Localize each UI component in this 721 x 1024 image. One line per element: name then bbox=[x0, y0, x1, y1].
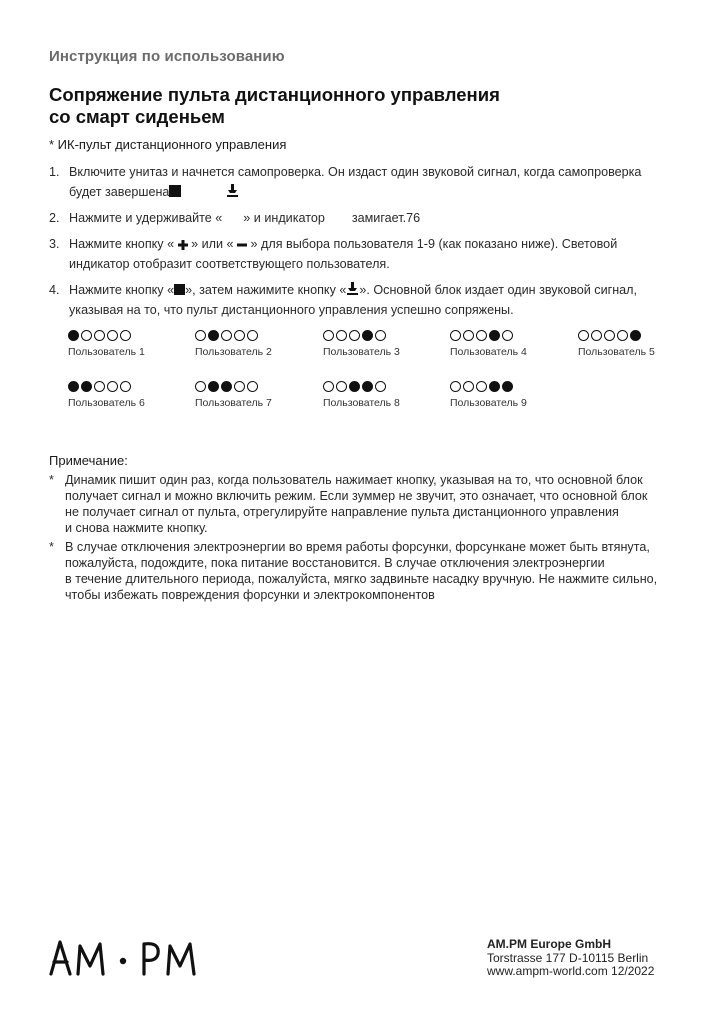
document-section-label: Инструкция по использованию bbox=[49, 48, 285, 65]
indicator-dot-lit bbox=[208, 330, 219, 341]
step-2-part-b: » и индикатор bbox=[243, 211, 325, 225]
indicator-dot-off bbox=[107, 330, 118, 341]
step-1-line-1: Включите унитаз и начнется самопроверка. Он издаст один звуковой сигнал, когда самопроверка bbox=[69, 165, 642, 179]
indicator-dot-off bbox=[617, 330, 628, 341]
indicator-dot-lit bbox=[221, 381, 232, 392]
indicator-dot-off bbox=[323, 330, 334, 341]
step-4 bbox=[49, 280, 669, 320]
indicator-dot-off bbox=[120, 330, 131, 341]
user-indicator-6 bbox=[68, 381, 178, 409]
user-indicator-5 bbox=[578, 330, 688, 358]
step-number: 2. bbox=[49, 211, 60, 225]
stop-square-icon bbox=[169, 185, 181, 197]
indicator-dots bbox=[323, 330, 433, 343]
user-indicator-2 bbox=[195, 330, 305, 358]
indicator-dot-lit bbox=[68, 330, 79, 341]
indicator-dot-off bbox=[476, 381, 487, 392]
note-line: Динамик пишит один раз, когда пользователь нажимает кнопку, указывая на то, что основной блок bbox=[65, 473, 643, 487]
indicator-dot-lit bbox=[362, 381, 373, 392]
remote-type-subtitle: * ИК-пульт дистанционного управления bbox=[49, 137, 287, 152]
indicator-dot-off bbox=[94, 381, 105, 392]
user-indicator-1 bbox=[68, 330, 178, 358]
step-number: 3. bbox=[49, 237, 60, 251]
indicator-dot-off bbox=[450, 330, 461, 341]
user-indicator-3 bbox=[323, 330, 433, 358]
user-label: Пользователь 8 bbox=[323, 397, 400, 409]
note-2 bbox=[49, 539, 674, 603]
step-1 bbox=[49, 162, 669, 202]
step-number: 1. bbox=[49, 165, 60, 179]
indicator-dot-lit bbox=[208, 381, 219, 392]
step-3-line-2: индикатор отобразит соответствующего пользователя. bbox=[69, 257, 390, 271]
step-3-part-c: » для выбора пользователя 1-9 (как показано ниже). Световой bbox=[250, 237, 618, 251]
indicator-dot-off bbox=[247, 381, 258, 392]
indicator-dot-off bbox=[375, 330, 386, 341]
company-address: Torstrasse 177 D-10115 Berlin bbox=[487, 950, 649, 965]
notes-heading: Примечание: bbox=[49, 453, 128, 468]
user-label: Пользователь 6 bbox=[68, 397, 145, 409]
company-name: AM.PM Europe GmbH bbox=[487, 937, 612, 951]
indicator-dot-lit bbox=[362, 330, 373, 341]
indicator-dot-lit bbox=[81, 381, 92, 392]
note-bullet: * bbox=[49, 540, 54, 554]
indicator-dot-off bbox=[463, 381, 474, 392]
indicator-dot-lit bbox=[349, 381, 360, 392]
indicator-dot-off bbox=[195, 381, 206, 392]
step-2-part-a: Нажмите и удерживайте « bbox=[69, 211, 223, 225]
indicator-dot-off bbox=[221, 330, 232, 341]
step-3-part-a: Нажмите кнопку « bbox=[69, 237, 175, 251]
user-indicator-4 bbox=[450, 330, 560, 358]
user-label: Пользователь 7 bbox=[195, 397, 272, 409]
indicator-dot-off bbox=[336, 330, 347, 341]
indicator-dots bbox=[195, 381, 305, 394]
user-indicator-grid bbox=[68, 330, 688, 420]
indicator-dot-off bbox=[247, 330, 258, 341]
plus-icon bbox=[178, 240, 188, 250]
indicator-dot-off bbox=[107, 381, 118, 392]
page-title bbox=[49, 84, 669, 128]
user-label: Пользователь 4 bbox=[450, 346, 527, 358]
indicator-dot-off bbox=[120, 381, 131, 392]
user-label: Пользователь 9 bbox=[450, 397, 527, 409]
step-2-part-c: замигает.76 bbox=[351, 211, 421, 225]
indicator-dot-lit bbox=[502, 381, 513, 392]
user-label: Пользователь 5 bbox=[578, 346, 655, 358]
indicator-dot-off bbox=[195, 330, 206, 341]
note-1 bbox=[49, 472, 674, 536]
indicator-dots bbox=[68, 330, 178, 343]
indicator-dot-off bbox=[604, 330, 615, 341]
note-line: чтобы избежать повреждения форсунки и электрокомпонентов bbox=[65, 588, 435, 602]
indicator-dot-lit bbox=[68, 381, 79, 392]
indicator-dots bbox=[68, 381, 178, 394]
step-2 bbox=[49, 208, 669, 228]
title-line-1: Сопряжение пульта дистанционного управления bbox=[49, 84, 500, 105]
indicator-dot-off bbox=[81, 330, 92, 341]
step-3 bbox=[49, 234, 669, 274]
note-line: в течение длительного периода, пожалуйста, мягко задвиньте насадку вручную. Не нажмите сильно, bbox=[65, 572, 658, 586]
note-bullet: * bbox=[49, 473, 54, 487]
indicator-dots bbox=[450, 330, 560, 343]
stop-square-icon bbox=[174, 284, 185, 295]
indicator-dot-off bbox=[450, 381, 461, 392]
indicator-dots bbox=[195, 330, 305, 343]
step-number: 4. bbox=[49, 283, 60, 297]
note-line: получает сигнал и можно включить режим. Если зуммер не звучит, это означает, что основной блок bbox=[65, 489, 648, 503]
step-1-line-2: будет завершена bbox=[69, 185, 170, 199]
indicator-dot-off bbox=[234, 330, 245, 341]
user-indicator-9 bbox=[450, 381, 560, 409]
nozzle-wash-icon bbox=[346, 282, 359, 296]
indicator-dot-off bbox=[234, 381, 245, 392]
step-3-part-b: » или « bbox=[191, 237, 234, 251]
note-line: В случае отключения электроэнергии во время работы форсунки, форсункане может быть втянута, bbox=[65, 540, 650, 554]
step-4-part-a: Нажмите кнопку « bbox=[69, 283, 175, 297]
step-4-line-2: указывая на то, что пульт дистанционного управления успешно сопряжены. bbox=[69, 303, 514, 317]
indicator-dot-off bbox=[94, 330, 105, 341]
minus-icon bbox=[237, 240, 247, 250]
note-line: не получает сигнал от пульта, отрегулируйте направление пульта дистанционного управления bbox=[65, 505, 619, 519]
step-4-part-b: », затем нажимите кнопку « bbox=[185, 283, 347, 297]
indicator-dot-off bbox=[591, 330, 602, 341]
indicator-dot-off bbox=[323, 381, 334, 392]
indicator-dot-off bbox=[349, 330, 360, 341]
ampm-logo bbox=[48, 936, 208, 980]
user-label: Пользователь 3 bbox=[323, 346, 400, 358]
title-line-2: со смарт сиденьем bbox=[49, 106, 225, 127]
indicator-dot-lit bbox=[489, 330, 500, 341]
user-label: Пользователь 2 bbox=[195, 346, 272, 358]
indicator-dot-lit bbox=[630, 330, 641, 341]
indicator-dot-off bbox=[336, 381, 347, 392]
user-label: Пользователь 1 bbox=[68, 346, 145, 358]
indicator-dot-off bbox=[578, 330, 589, 341]
indicator-dots bbox=[450, 381, 560, 394]
indicator-dot-off bbox=[502, 330, 513, 341]
indicator-dot-off bbox=[476, 330, 487, 341]
indicator-dots bbox=[323, 381, 433, 394]
note-line: и снова нажмите кнопку. bbox=[65, 521, 208, 535]
indicator-dot-off bbox=[463, 330, 474, 341]
indicator-dot-off bbox=[375, 381, 386, 392]
indicator-dot-lit bbox=[489, 381, 500, 392]
nozzle-wash-icon bbox=[226, 184, 239, 198]
user-indicator-8 bbox=[323, 381, 433, 409]
user-indicator-7 bbox=[195, 381, 305, 409]
step-4-part-c: ». Основной блок издает один звуковой сигнал, bbox=[359, 283, 638, 297]
note-line: пожалуйста, подождите, пока питание восстановится. В случае отключения электроэнергии bbox=[65, 556, 605, 570]
company-website: www.ampm-world.com 12/2022 bbox=[487, 964, 655, 978]
company-info bbox=[487, 938, 654, 979]
indicator-dots bbox=[578, 330, 688, 343]
